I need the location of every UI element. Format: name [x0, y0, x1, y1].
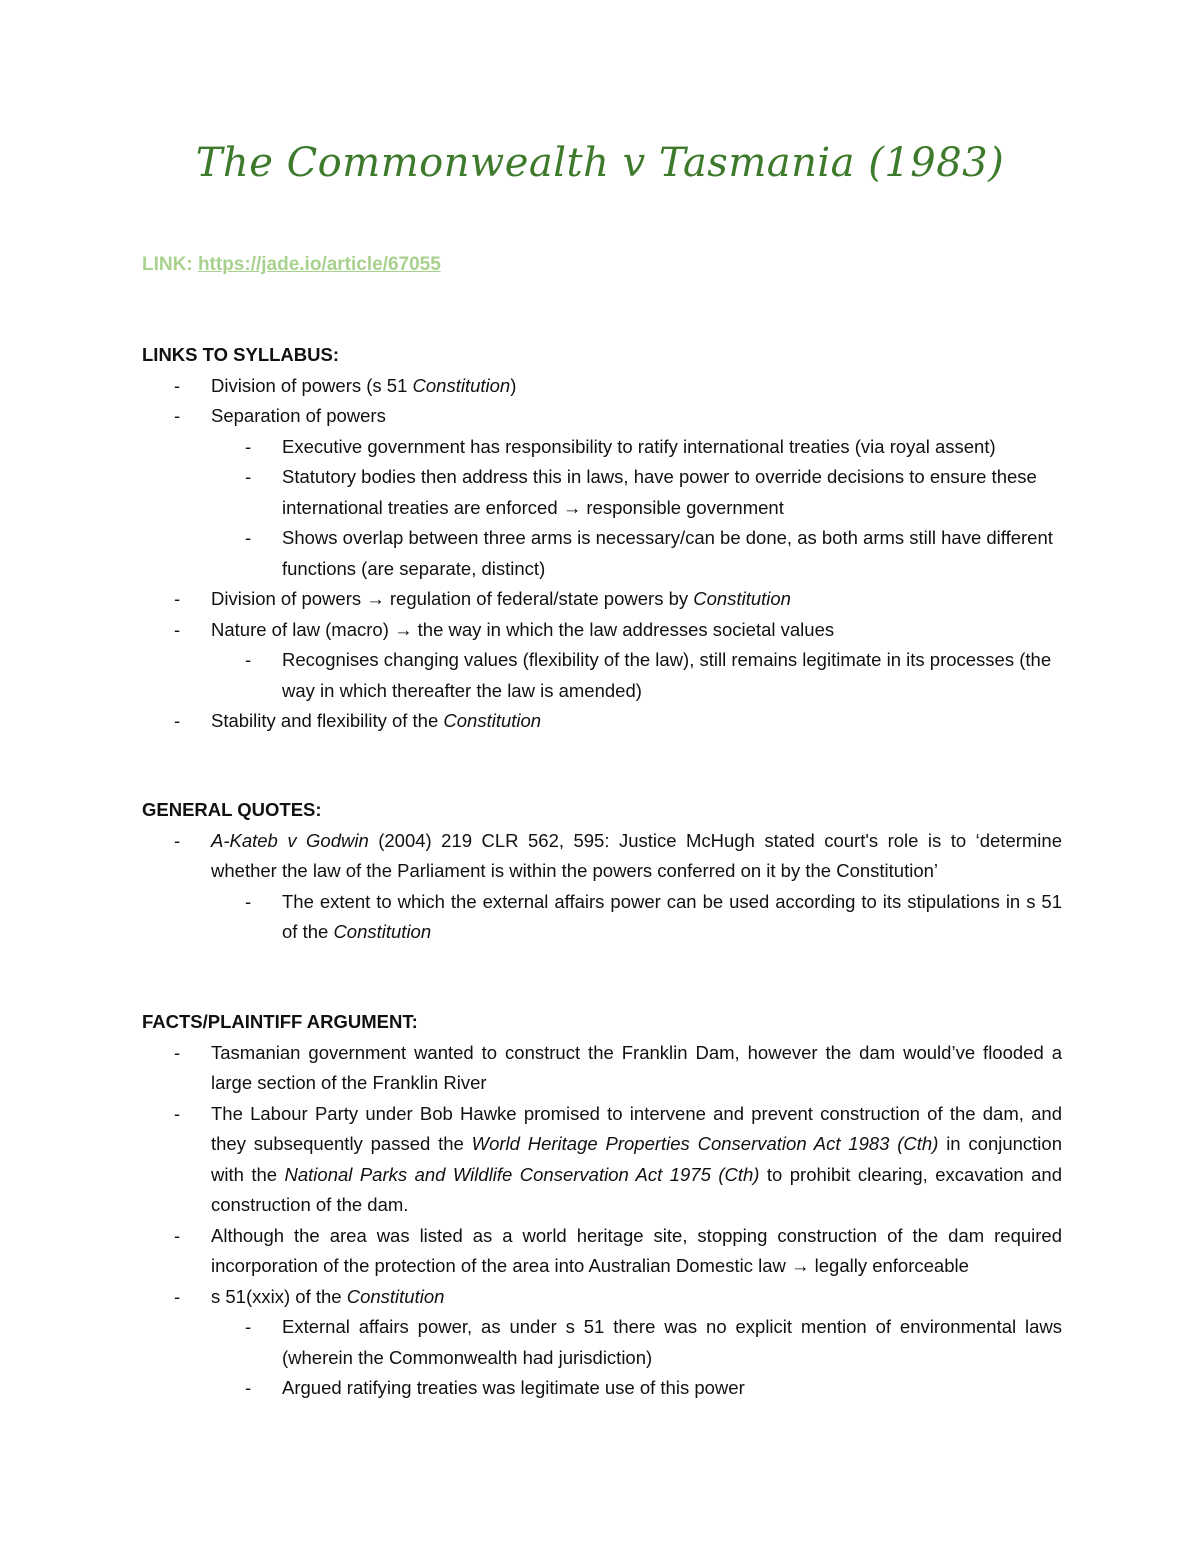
- list-item: - Tasmanian government wanted to construct the Franklin Dam, however the dam would’ve flooded a large section of the Franklin River: [142, 1038, 1062, 1099]
- bullet-dash: -: [174, 1041, 181, 1063]
- list-subitem: - The extent to which the external affairs power can be used according to its stipulations in s 51 of the Constitution: [142, 887, 1062, 948]
- list-item: - A-Kateb v Godwin (2004) 219 CLR 562, 595: Justice McHugh stated court's role is to ‘determine whether the law of the Parliament is within the powers conferred on it by the Constitution’: [142, 826, 1062, 887]
- facts-section: [142, 1007, 1062, 1404]
- bullet-dash: -: [245, 890, 252, 912]
- list-subitem: - External affairs power, as under s 51 there was no explicit mention of environmental laws (wherein the Commonwealth had jurisdiction): [142, 1312, 1062, 1373]
- list-item: - Stability and flexibility of the Constitution: [142, 706, 1062, 737]
- bullet-dash: -: [174, 829, 181, 851]
- section-heading: GENERAL QUOTES:: [142, 799, 322, 820]
- bullet-dash: -: [174, 710, 181, 731]
- list-item: - s 51(xxix) of the Constitution: [142, 1282, 1062, 1313]
- article-link[interactable]: https://jade.io/article/67055: [197, 254, 441, 275]
- list-subitem: - Statutory bodies then address this in laws, have power to override decisions to ensure these international treaties are enforced → responsible government: [142, 462, 1062, 523]
- bullet-dash: -: [174, 1285, 181, 1307]
- list-item: - Although the area was listed as a world heritage site, stopping construction of the dam required incorporation of the protection of the area into Australian Domestic law → legally enforceable: [142, 1221, 1062, 1282]
- list-subitem: - Argued ratifying treaties was legitimate use of this power: [142, 1373, 1062, 1404]
- bullet-dash: -: [245, 649, 252, 670]
- list-item: - Separation of powers: [142, 401, 1062, 432]
- bullet-dash: -: [174, 405, 181, 426]
- list-subitem: - Recognises changing values (flexibility of the law), still remains legitimate in its processes (the way in which thereafter the law is amended): [142, 645, 1062, 706]
- section-heading: FACTS/PLAINTIFF ARGUMENT:: [142, 1011, 418, 1032]
- page-title: The Commonwealth v Tasmania (1983): [195, 140, 1005, 186]
- bullet-dash: -: [245, 435, 252, 457]
- bullet-dash: -: [174, 1224, 181, 1246]
- section-heading: LINKS TO SYLLABUS:: [142, 344, 339, 365]
- link-line: [142, 254, 441, 276]
- bullet-dash: -: [245, 1377, 252, 1398]
- list-item: - Division of powers → regulation of federal/state powers by Constitution: [142, 584, 1062, 615]
- list-item: - Division of powers (s 51 Constitution): [142, 371, 1062, 402]
- list-subitem: - Executive government has responsibility to ratify international treaties (via royal assent): [142, 432, 1062, 463]
- list-item: - The Labour Party under Bob Hawke promised to intervene and prevent construction of the dam, and they subsequently passed the World Heritage Properties Conservation Act 1983 (Cth) in conjunction with the National Parks and Wildlife Conservation Act 1975 (Cth) to prohibit clearing, excavation and construction of the dam.: [142, 1099, 1062, 1221]
- bullet-dash: -: [245, 1316, 252, 1337]
- link-label: LINK:: [142, 254, 193, 275]
- quotes-section: [142, 795, 1062, 948]
- list-subitem: - Shows overlap between three arms is necessary/can be done, as both arms still have different functions (are separate, distinct): [142, 523, 1062, 584]
- bullet-dash: -: [245, 527, 252, 548]
- bullet-dash: -: [174, 618, 181, 640]
- bullet-dash: -: [174, 374, 181, 396]
- bullet-dash: -: [174, 588, 181, 609]
- bullet-dash: -: [245, 466, 252, 487]
- syllabus-section: [142, 340, 1062, 737]
- bullet-dash: -: [174, 1102, 181, 1124]
- list-item: - Nature of law (macro) → the way in which the law addresses societal values: [142, 615, 1062, 646]
